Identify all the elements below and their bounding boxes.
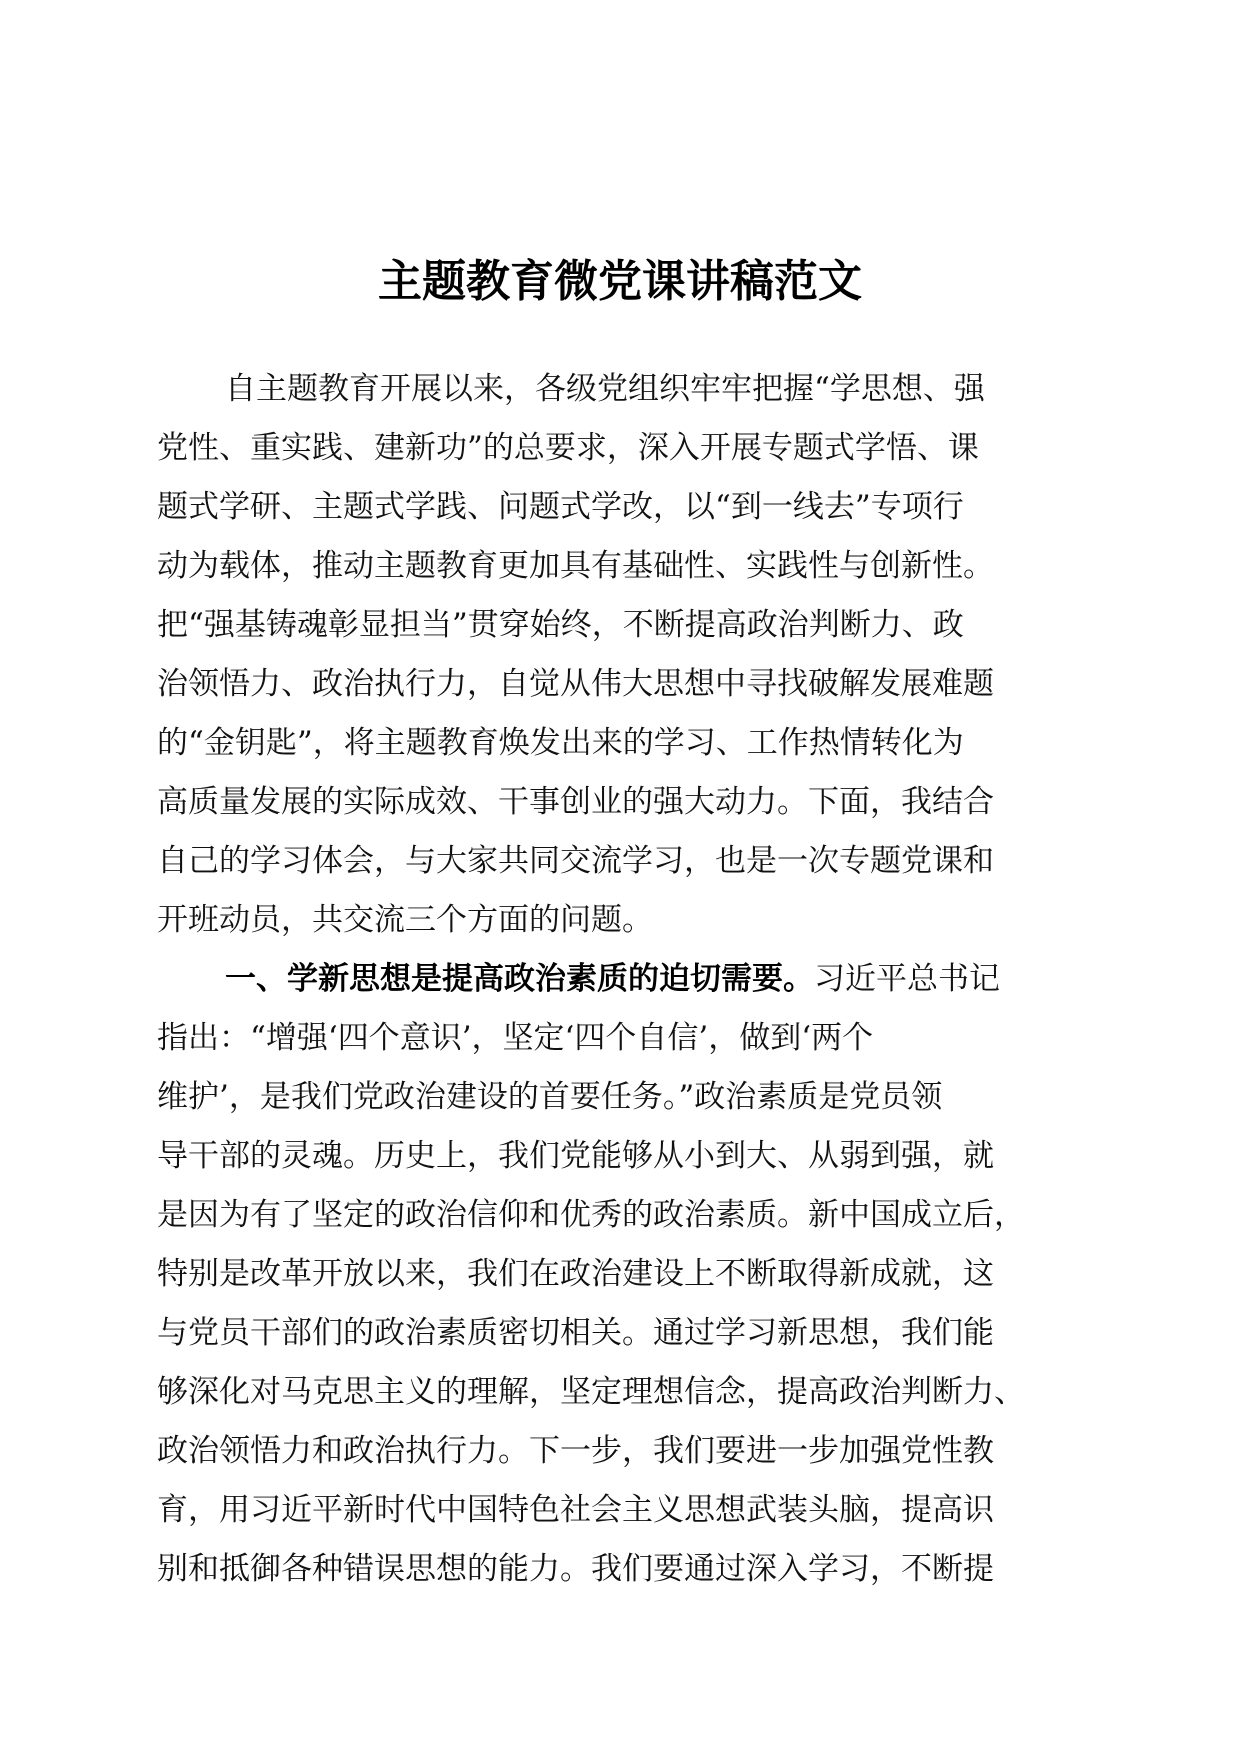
text-line: 特别是改革开放以来，我们在政治建设上不断取得新成就，这	[157, 1256, 994, 1292]
text-line: 育，用习近平新时代中国特色社会主义思想武装头脑，提高识	[157, 1492, 994, 1528]
text-line: 别和抵御各种错误思想的能力。我们要通过深入学习，不断提	[157, 1551, 994, 1587]
text-line: 把“强基铸魂彰显担当”贯穿始终，不断提高政治判断力、政	[157, 607, 964, 643]
text-line: 指出：“增强‘四个意识’，坚定‘四个自信’，做到‘两个	[157, 1020, 874, 1056]
section-1-first-line-text: 习近平总书记	[814, 961, 1000, 997]
text-line: 党性、重实践、建新功”的总要求，深入开展专题式学悟、课	[157, 430, 979, 466]
text-line: 自己的学习体会，与大家共同交流学习，也是一次专题党课和	[157, 843, 994, 879]
document-body	[157, 360, 1057, 1599]
document-title: 主题教育微党课讲稿范文	[378, 256, 862, 307]
section-1-heading: 一、学新思想是提高政治素质的迫切需要。	[225, 961, 814, 997]
section-1-first-line	[157, 950, 1057, 1009]
text-line: 够深化对马克思主义的理解，坚定理想信念，提高政治判断力、	[157, 1374, 1025, 1410]
text-line: 政治领悟力和政治执行力。下一步，我们要进一步加强党性教	[157, 1433, 994, 1469]
text-line: 开班动员，共交流三个方面的问题。	[157, 902, 653, 938]
text-line: 自主题教育开展以来，各级党组织牢牢把握“学思想、强	[225, 371, 985, 407]
text-line: 高质量发展的实际成效、干事创业的强大动力。下面，我结合	[157, 784, 994, 820]
text-line: 与党员干部们的政治素质密切相关。通过学习新思想，我们能	[157, 1315, 994, 1351]
text-line: 的“金钥匙”，将主题教育焕发出来的学习、工作热情转化为	[157, 725, 964, 761]
text-line: 维护’，是我们党政治建设的首要任务。”政治素质是党员领	[157, 1079, 943, 1115]
intro-paragraph	[157, 360, 1057, 950]
section-1-paragraph	[157, 950, 1057, 1599]
text-line: 治领悟力、政治执行力，自觉从伟大思想中寻找破解发展难题	[157, 666, 994, 702]
text-line: 题式学研、主题式学践、问题式学改，以“到一线去”专项行	[157, 489, 964, 525]
text-line: 是因为有了坚定的政治信仰和优秀的政治素质。新中国成立后，	[157, 1197, 1025, 1233]
text-line: 动为载体，推动主题教育更加具有基础性、实践性与创新性。	[157, 548, 994, 584]
text-line: 导干部的灵魂。历史上，我们党能够从小到大、从弱到强，就	[157, 1138, 994, 1174]
